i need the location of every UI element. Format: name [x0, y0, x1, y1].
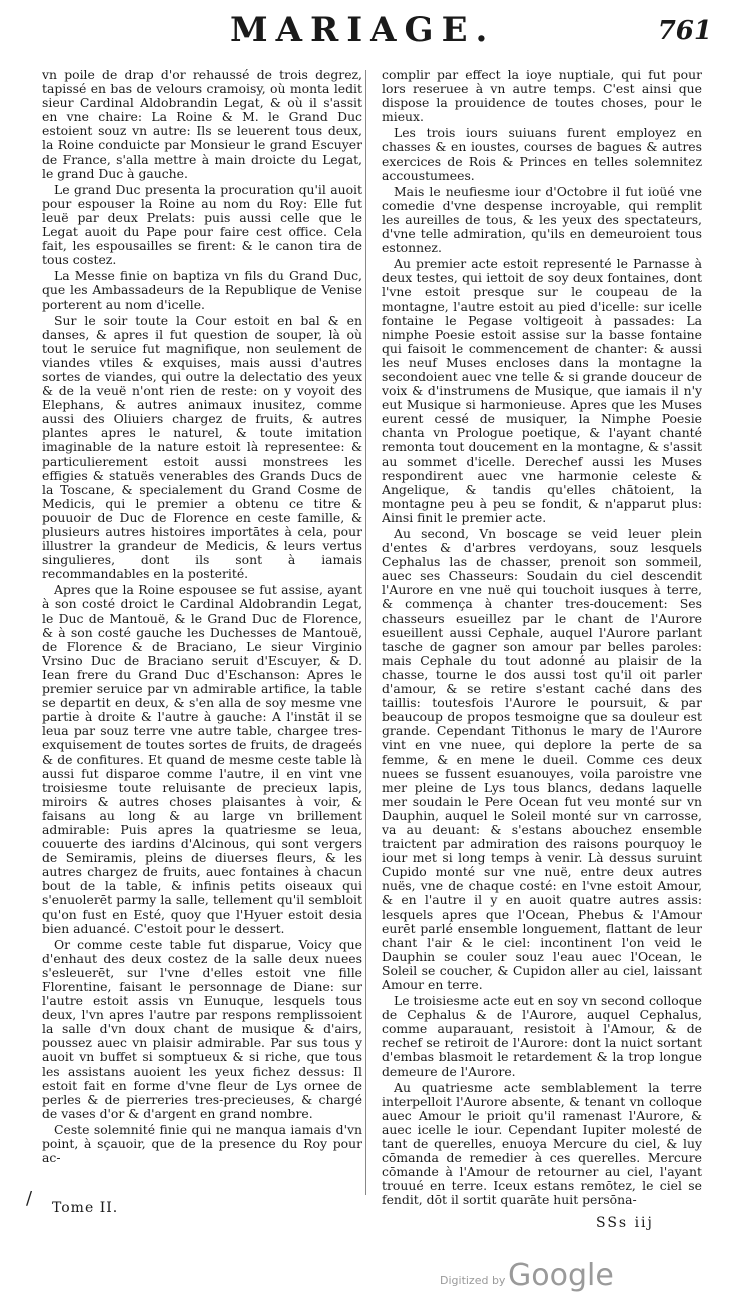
paragraph: Au second, Vn boscage se veid leuer plein d'entes & d'arbres verdoyans, souz lesquels Cephalus las de chasser, prenoit son sommeil, auec ses Chasseurs: Soudain du ciel descendit l'Aurore en vne nuë qui touchoit iusques à terre, & commença à chanter tres-doucement: Ses chasseurs esueillez par le chant de l'Aurore esueillent aussi Cephale, auquel l'Aurore parlant tasche de gagner son amour par belles paroles: mais Cephale du tout adonné au plaisir de la chasse, tourne le dos aussi tost qu'il oit parler d'amour, & se retire s'estant caché dans des taillis: toutesfois l'Aurore le poursuit, & par beaucoup de propos tesmoigne que sa douleur est grande. Cependant Tithonus le mary de l'Aurore vint en vne nuee, qui deplore la perte de sa femme, & en mene le dueil. Comme ces deux nuees se fussent esuanouyes, voila paroistre vne mer pleine de Lys tous blancs, dedans laquelle mer soudain le Pere Ocean fut veu monté sur vn Dauphin, auquel le Soleil monté sur vn carrosse, va au deuant: & s'estans abouchez ensemble traictent par admiration des raisons pourquoy le iour met si long temps à venir. Là dessus suruint Cupido monté sur vne nuë, entre deux autres nuës, vne de chaque costé: en l'vne estoit Amour, & en l'autre il y en auoit quatre autres assis: lesquels apres que l'Ocean, Phebus & l'Amour eurēt parlé ensemble longuement, flattant de leur chant l'air & le ciel: incontinent l'on veid le Dauphin se couler souz l'eau auec l'Ocean, le Soleil se coucher, & Cupidon aller au ciel, laissant Amour en terre. [382, 526, 702, 992]
paragraph: Le troisiesme acte eut en soy vn second colloque de Cephalus & de l'Aurore, auquel Cephalus, comme auparauant, resistoit à l'Amour, & de rechef se retiroit de l'Aurore: dont la nuict sortant d'embas blasmoit le retardement & la trop longue demeure de l'Aurore. [382, 993, 702, 1079]
paragraph: Au premier acte estoit representé le Parnasse à deux testes, qui iettoit de soy deux fontaines, dont l'vne estoit presque sur le coupeau de la montagne, l'autre estoit au pied d'icelle: sur icelle fontaine le Pegase voltigeoit à passades: La nimphe Poesie estoit assise sur la basse fontaine qui faisoit le commencement de chanter: & aussi les neuf Muses encloses dans la montagne la secondoient auec vne telle & si grande douceur de voix & d'instrumens de Musique, que iamais il n'y eut Musique si harmonieuse. Apres que les Muses eurent cessé de musiquer, la Nimphe Poesie chanta vn Prologue poetique, & l'ayant chanté remonta tout doucement en la montagne, & s'assit au sommet d'icelle. Derechef aussi les Muses respondirent auec vne harmonie celeste & Angelique, & tandis qu'elles chātoient, la montagne peu à peu se fondit, & n'apparut plus: Ainsi finit le premier acte. [382, 256, 702, 525]
paragraph: vn poile de drap d'or rehaussé de trois degrez, tapissé en bas de velours cramoisy, où monta ledit sieur Cardinal Aldobrandin Legat, & où il s'assit en vne chaire: La Roine & M. le Grand Duc estoient souz vn autre: Ils se leuerent tous deux, la Roine conduicte par Monsieur le grand Escuyer de France, s'alla mettre à main droicte du Legat, le grand Duc à gauche. [42, 68, 362, 181]
margin-mark: / [26, 1188, 33, 1209]
watermark-prefix: Digitized by [440, 1274, 506, 1287]
paragraph: Ceste solemnité finie qui ne manqua iamais d'vn point, à sçauoir, que de la presence du Roy pour ac- [42, 1121, 362, 1166]
page-number: 761 [657, 16, 712, 46]
running-head [0, 6, 742, 56]
paragraph: Apres que la Roine espousee se fut assise, ayant à son costé droict le Cardinal Aldobrandin Legat, le Duc de Mantouë, & le Grand Duc de Florence, & à son costé gauche les Duchesses de Mantouë, de Florence & de Braciano, Le sieur Virginio Vrsino Duc de Braciano seruit d'Escuyer, & D. Iean frere du Grand Duc d'Eschanson: Apres le premier seruice par vn admirable artifice, la table se departit en deux, & s'en alla de soy mesme vne partie à droite & l'autre à gauche: A l'instāt il se leua par souz terre vne autre table, chargee tres-exquisement de toutes sortes de fruits, de drageés & de confitures. Et quand de mesme ceste table là aussi fut disparoe comme l'autre, il en vint vne troisiesme toute reluisante de precieux lapis, miroirs & autres choses plaisantes à voir, & faisans au long & au large vn brillement admirable: Puis apres la quatriesme se leua, couuerte des iardins d'Alcinous, qui sont vergers de Semiramis, pleins de diuerses fleurs, & les autres chargez de fruits, auec fontaines à chacun bout de la table, & infinis petits oiseaux qui s'enuolerēt parmy la salle, tellement qu'il sembloit qu'on fust en Esté, quoy que l'Hyuer estoit desia bien aduancé. C'estoit pour le dessert. [42, 582, 362, 936]
paragraph: Les trois iours suiuans furent employez en chasses & en ioustes, courses de bagues & autres exercices de Rois & Princes en telles solemnitez accoustumees. [382, 125, 702, 183]
signature-mark: SSs iij [596, 1215, 654, 1231]
google-watermark [440, 1258, 640, 1298]
volume-label: Tome II. [52, 1200, 119, 1216]
watermark-brand: Google [508, 1258, 614, 1293]
right-column [382, 68, 702, 1213]
paragraph: Mais le neufiesme iour d'Octobre il fut ioüé vne comedie d'vne despense incroyable, qui remplit les aureilles de tous, & les yeux des spectateurs, d'vne telle admiration, qu'ils en demeuroient tous estonnez. [382, 183, 702, 256]
column-divider [365, 70, 366, 1195]
paragraph: Or comme ceste table fut disparue, Voicy que d'enhaut des deux costez de la salle deux nuees s'esleuerēt, sur l'vne d'elles estoit vne fille Florentine, faisant le personnage de Diane: sur l'autre estoit assis vn Eunuque, lesquels tous deux, l'vn apres l'autre par respons remplissoient la salle d'vn doux chant de musique & d'airs, poussez auec vn plaisir admirable. Par sus tous y auoit vn buffet si somptueux & si riche, que tous les assistans auoient les yeux fichez dessus: Il estoit fait en forme d'vne fleur de Lys ornee de perles & de pierreries tres-precieuses, & chargé de vases d'or & d'argent en grand nombre. [42, 936, 362, 1121]
paragraph: Le grand Duc presenta la procuration qu'il auoit pour espouser la Roine au nom du Roy: Elle fut leuë par deux Prelats: puis aussi celle que le Legat auoit du Pape pour faire cest office. Cela fait, les espousailles se firent: & le canon tira de tous costez. [42, 181, 362, 268]
paragraph: Sur le soir toute la Cour estoit en bal & en danses, & apres il fut question de souper, là où tout le seruice fut magnifique, non seulement de viandes vtiles & exquises, mais aussi d'autres sortes de viandes, qui outre la delectatio des yeux & de la veuë n'ont rien de reste: on y voyoit des Elephans, & autres animaux inusitez, comme aussi des Oliuiers chargez de fruits, & autres plantes apres le naturel, & toute imitation imaginable de la nature estoit là representee: & particulierement estoit aussi monstrees les effigies & statuës venerables des Grands Ducs de la Toscane, & specialement du Grand Cosme de Medicis, qui le premier a obtenu ce titre & pouuoir de Duc de Florence en ceste famille, & plusieurs autres histoires importātes à cela, pour illustrer la grandeur de Medicis, & leurs vertus singulieres, dont ils sont à iamais recommandables en la posterité. [42, 312, 362, 582]
left-column [42, 68, 362, 1193]
page-title: MARIAGE. [230, 10, 496, 50]
paragraph: Au quatriesme acte semblablement la terre interpelloit l'Aurore absente, & tenant vn colloque auec Amour le prioit qu'il ramenast l'Aurore, & auec icelle le iour. Cependant Iupiter molesté de tant de querelles, enuoya Mercure du ciel, & luy cōmanda de remedier à ces querelles. Mercure cōmande à l'Amour de retourner au ciel, l'ayant trouué en terre. Iceux estans remōtez, le ciel se fendit, dōt il sortit quarāte huit persōna- [382, 1079, 702, 1208]
paragraph: complir par effect la ioye nuptiale, qui fut pour lors reseruee à vn autre temps. C'est ainsi que dispose la prouidence de toutes choses, pour le mieux. [382, 68, 702, 125]
paragraph: La Messe finie on baptiza vn fils du Grand Duc, que les Ambassadeurs de la Republique de Venise porterent au nom d'icelle. [42, 268, 362, 312]
